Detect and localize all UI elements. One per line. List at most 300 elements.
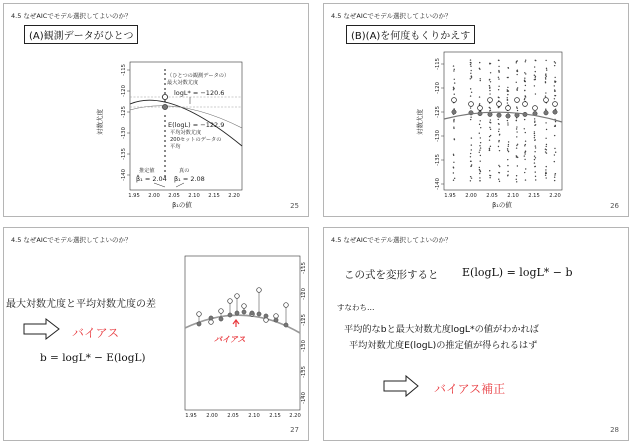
- y-axis-ticks: [121, 64, 130, 181]
- replicate-point: [453, 154, 454, 155]
- replicate-point: [534, 66, 535, 67]
- y-tick-label: -130: [301, 340, 307, 352]
- replicate-point: [454, 138, 455, 139]
- replicate-columns: [452, 59, 558, 182]
- replicate-point: [479, 124, 480, 125]
- replicate-point: [545, 122, 546, 123]
- replicate-point: [498, 97, 499, 98]
- replicate-point: [454, 94, 455, 95]
- max-loglik-marker: [515, 98, 520, 103]
- replicate-point: [489, 93, 490, 94]
- loglik-plot-repeated: [324, 4, 629, 217]
- replicate-point: [516, 179, 517, 180]
- replicate-point: [498, 179, 499, 180]
- replicate-point: [516, 82, 517, 83]
- replicate-point: [546, 129, 547, 130]
- replicate-point: [454, 79, 455, 80]
- replicate-point: [525, 179, 526, 180]
- replicate-point: [524, 155, 525, 156]
- replicate-point: [479, 145, 480, 146]
- replicate-point: [545, 77, 546, 78]
- replicate-point: [508, 90, 509, 91]
- replicate-point: [453, 108, 454, 109]
- replicate-point: [479, 69, 480, 70]
- replicate-point: [516, 136, 517, 137]
- replicate-point: [534, 85, 535, 86]
- replicate-point: [489, 148, 490, 149]
- replicate-point: [545, 96, 546, 97]
- replicate-point: [489, 150, 490, 151]
- replicate-point: [490, 110, 491, 111]
- replicate-point: [535, 176, 536, 177]
- max-loglik-marker: [162, 94, 167, 99]
- replicate-point: [535, 60, 536, 61]
- replicate-point: [516, 145, 517, 146]
- replicate-point: [517, 110, 518, 111]
- replicate-point: [489, 175, 490, 176]
- bias-illustration: [4, 228, 309, 441]
- y-tick-label: -140: [435, 178, 441, 190]
- replicate-point: [555, 152, 556, 153]
- x-axis-ticks: [128, 193, 240, 199]
- replicate-point: [470, 156, 471, 157]
- replicate-point: [525, 132, 526, 133]
- replicate-point: [470, 180, 471, 181]
- replicate-point: [453, 65, 454, 66]
- x-axis-ticks: [444, 193, 561, 199]
- replicate-point: [470, 95, 471, 96]
- replicate-point: [525, 81, 526, 82]
- replicate-point: [516, 126, 517, 127]
- y-axis-ticks: [435, 58, 444, 190]
- replicate-point: [554, 85, 555, 86]
- replicate-point: [517, 144, 518, 145]
- bias-correction-text: バイアス補正: [434, 382, 506, 396]
- replicate-point: [471, 177, 472, 178]
- replicate-point: [546, 76, 547, 77]
- replicate-point: [480, 127, 481, 128]
- max-loglik-marker: [523, 102, 528, 107]
- replicate-point: [524, 72, 525, 73]
- replicate-point: [546, 149, 547, 150]
- replicate-point: [490, 146, 491, 147]
- replicate-point: [555, 62, 556, 63]
- replicate-point: [534, 75, 535, 76]
- replicate-point: [554, 89, 555, 90]
- replicate-point: [453, 70, 454, 71]
- x-axis-label: β₁の値: [492, 201, 512, 209]
- replicate-point: [525, 73, 526, 74]
- replicate-point: [554, 81, 555, 82]
- replicate-point: [454, 178, 455, 179]
- replicate-point: [508, 141, 509, 142]
- replicate-point: [479, 173, 480, 174]
- x-tick-label: 1.95: [128, 193, 140, 199]
- transform-text: この式を変形すると: [344, 269, 439, 281]
- x-tick-label: 1.95: [185, 413, 197, 419]
- slide-title: 4.5 なぜAICでモデル選択してよいのか？: [331, 236, 452, 244]
- replicate-point: [554, 174, 555, 175]
- replicate-point: [516, 156, 517, 157]
- replicate-point: [534, 133, 535, 134]
- replicate-point: [498, 89, 499, 90]
- replicate-point: [555, 121, 556, 122]
- replicate-point: [524, 145, 525, 146]
- replicate-point: [516, 90, 517, 91]
- replicate-point: [524, 172, 525, 173]
- page-number: 28: [610, 426, 619, 434]
- replicate-point: [546, 152, 547, 153]
- x-tick-label: 2.10: [188, 193, 200, 199]
- replicate-point: [470, 88, 471, 89]
- slide-26[interactable]: [323, 3, 629, 217]
- mean-loglik-marker: [553, 110, 557, 114]
- replicate-point: [489, 170, 490, 171]
- replicate-point: [535, 93, 536, 94]
- replicate-point: [535, 147, 536, 148]
- replicate-point: [535, 79, 536, 80]
- y-tick-label: -125: [435, 106, 441, 118]
- replicate-point: [524, 95, 525, 96]
- y-axis-label: 対数尤度: [416, 109, 424, 135]
- x-tick-label: 2.15: [528, 193, 540, 199]
- annotation-text: 真の: [179, 168, 190, 174]
- replicate-point: [471, 144, 472, 145]
- y-tick-label: -120: [301, 288, 307, 300]
- slide-28[interactable]: [323, 227, 629, 441]
- replicate-point: [470, 161, 471, 162]
- replicate-point: [546, 166, 547, 167]
- max-loglik-marker: [478, 106, 483, 111]
- replicate-point: [470, 70, 471, 71]
- observed-data-label: (A)観測データがひとつ: [24, 25, 138, 44]
- replicate-point: [554, 98, 555, 99]
- replicate-point: [498, 128, 499, 129]
- replicate-point: [524, 80, 525, 81]
- replicate-point: [453, 88, 454, 89]
- arrow-graphic: [324, 228, 629, 441]
- page-number: 25: [290, 202, 299, 210]
- replicate-point: [470, 78, 471, 79]
- replicate-point: [489, 140, 490, 141]
- replicate-point: [498, 165, 499, 166]
- replicate-point: [516, 181, 517, 182]
- explanation-line-2: 平均対数尤度E(logL)の推定値が得られるはず: [349, 340, 538, 351]
- replicate-point: [554, 154, 555, 155]
- replicate-point: [489, 136, 490, 137]
- max-loglik-marker: [506, 106, 511, 111]
- replicate-point: [490, 129, 491, 130]
- replicate-point: [554, 91, 555, 92]
- replicate-point: [507, 148, 508, 149]
- replicate-point: [499, 172, 500, 173]
- replicate-point: [507, 159, 508, 160]
- replicate-point: [507, 124, 508, 125]
- slide-title: 4.5 なぜAICでモデル選択してよいのか？: [331, 12, 452, 20]
- replicate-point: [545, 92, 546, 93]
- x-tick-label: 2.20: [549, 193, 561, 199]
- replicate-point: [545, 73, 546, 74]
- max-loglik-marker: [497, 102, 502, 107]
- slide-title: 4.5 なぜAICでモデル選択してよいのか？: [11, 12, 132, 20]
- replicate-point: [524, 153, 525, 154]
- replicate-point: [479, 103, 480, 104]
- replicate-point: [534, 151, 535, 152]
- replicate-point: [535, 145, 536, 146]
- replicate-point: [525, 150, 526, 151]
- sample-points: [164, 69, 166, 177]
- replicate-point: [489, 127, 490, 128]
- replicate-point: [489, 122, 490, 123]
- replicate-point: [516, 175, 517, 176]
- replicate-point: [554, 135, 555, 136]
- replicate-point: [479, 169, 480, 170]
- replicate-point: [534, 120, 535, 121]
- x-tick-label: 2.20: [289, 413, 301, 419]
- replicate-point: [470, 153, 471, 154]
- arrow-icon: [384, 376, 418, 396]
- replicate-point: [525, 144, 526, 145]
- replicate-point: [489, 79, 490, 80]
- mean-loglik-marker: [452, 110, 456, 114]
- replicate-point: [516, 62, 517, 63]
- replicate-point: [545, 151, 546, 152]
- replicate-point: [453, 120, 454, 121]
- mean-loglik-marker: [497, 113, 501, 117]
- y-tick-label: -135: [121, 148, 127, 160]
- replicate-point: [499, 150, 500, 151]
- annotation-text: β̂₁ = 2.04: [136, 175, 167, 183]
- replicate-point: [453, 172, 454, 173]
- replicate-point: [499, 134, 500, 135]
- replicate-point: [554, 61, 555, 62]
- annotation-text: E(logL) = −122.9: [168, 121, 225, 129]
- replicate-point: [471, 76, 472, 77]
- replicate-point: [554, 161, 555, 162]
- replicate-point: [554, 148, 555, 149]
- annotation-text: 200セットのデータの: [170, 137, 222, 143]
- replicate-point: [479, 96, 480, 97]
- y-tick-label: -130: [435, 130, 441, 142]
- y-tick-label: -120: [435, 82, 441, 94]
- replicate-point: [479, 62, 480, 63]
- replicate-point: [490, 72, 491, 73]
- y-tick-label: -125: [121, 106, 127, 118]
- replicate-point: [554, 180, 555, 181]
- replicate-point: [470, 62, 471, 63]
- x-tick-label: 2.00: [465, 193, 477, 199]
- page-number: 26: [610, 202, 619, 210]
- replicate-point: [507, 99, 508, 100]
- replicate-point: [453, 126, 454, 127]
- replicate-point: [498, 146, 499, 147]
- replicate-point: [534, 125, 535, 126]
- replicate-point: [453, 128, 454, 129]
- replicate-point: [454, 69, 455, 70]
- replicate-point: [534, 140, 535, 141]
- replicate-point: [516, 74, 517, 75]
- replicate-point: [555, 173, 556, 174]
- mean-loglik-marker: [506, 114, 510, 118]
- replicate-point: [489, 85, 490, 86]
- replicate-point: [534, 118, 535, 119]
- bias-formula: b = logL* − E(logL): [40, 352, 146, 364]
- replicate-point: [480, 160, 481, 161]
- replicate-point: [480, 142, 481, 143]
- replicate-point: [507, 87, 508, 88]
- annotation-text: logL* = −120.6: [174, 89, 225, 97]
- replicate-point: [454, 82, 455, 83]
- replicate-point: [555, 126, 556, 127]
- max-loglik-marker: [533, 106, 538, 111]
- replicate-point: [517, 60, 518, 61]
- replicate-point: [546, 69, 547, 70]
- replicate-point: [489, 88, 490, 89]
- annotation-text: 平均対数尤度: [170, 130, 202, 136]
- replicate-point: [479, 180, 480, 181]
- replicate-point: [535, 71, 536, 72]
- y-tick-label: -115: [301, 262, 307, 274]
- replicate-point: [499, 166, 500, 167]
- replicate-point: [453, 162, 454, 163]
- replicate-point: [546, 144, 547, 145]
- x-tick-label: 2.05: [227, 413, 239, 419]
- replicate-point: [508, 67, 509, 68]
- replicate-point: [489, 90, 490, 91]
- replicate-point: [535, 171, 536, 172]
- slide-25[interactable]: [3, 3, 309, 217]
- replicate-point: [507, 97, 508, 98]
- replicate-point: [546, 173, 547, 174]
- replicate-point: [525, 141, 526, 142]
- slide-27[interactable]: [3, 227, 309, 441]
- replicate-point: [470, 107, 471, 108]
- x-tick-label: 2.15: [269, 413, 281, 419]
- replicate-point: [471, 165, 472, 166]
- replicate-point: [554, 176, 555, 177]
- max-loglik-marker: [553, 102, 558, 107]
- replicate-point: [545, 138, 546, 139]
- x-tick-label: 2.05: [168, 193, 180, 199]
- replicate-point: [480, 80, 481, 81]
- replicate-point: [498, 119, 499, 120]
- x-tick-label: 2.15: [208, 193, 220, 199]
- replicate-point: [535, 157, 536, 158]
- mean-loglik-marker: [162, 104, 167, 109]
- replicate-point: [545, 109, 546, 110]
- replicate-point: [534, 166, 535, 167]
- replicate-point: [489, 108, 490, 109]
- replicate-point: [490, 81, 491, 82]
- replicate-point: [534, 137, 535, 138]
- replicate-point: [453, 167, 454, 168]
- repeat-label: (B)(A)を何度もくりかえす: [346, 25, 475, 44]
- y-tick-label: -115: [435, 58, 441, 70]
- x-tick-label: 2.10: [507, 193, 519, 199]
- replicate-point: [507, 122, 508, 123]
- replicate-point: [508, 146, 509, 147]
- replicate-point: [498, 141, 499, 142]
- y-tick-label: -135: [301, 366, 307, 378]
- y-tick-label: -120: [121, 85, 127, 97]
- replicate-point: [453, 180, 454, 181]
- replicate-point: [490, 135, 491, 136]
- replicate-point: [479, 149, 480, 150]
- replicate-point: [480, 147, 481, 148]
- annotation-text: 最大対数尤度: [167, 80, 199, 86]
- loglik-plot-single: [4, 4, 309, 217]
- replicate-point: [499, 181, 500, 182]
- replicate-point: [534, 135, 535, 136]
- replicate-point: [507, 171, 508, 172]
- difference-text: 最大対数尤度と平均対数尤度の差: [6, 299, 156, 310]
- replicate-point: [516, 120, 517, 121]
- annotation-text: 推定値: [139, 168, 155, 174]
- replicate-point: [546, 146, 547, 147]
- replicate-point: [534, 159, 535, 160]
- replicate-point: [508, 151, 509, 152]
- replicate-point: [507, 165, 508, 166]
- replicate-point: [517, 71, 518, 72]
- replicate-point: [453, 121, 454, 122]
- replicate-point: [507, 174, 508, 175]
- replicate-point: [525, 61, 526, 62]
- replicate-point: [480, 120, 481, 121]
- replicate-point: [524, 99, 525, 100]
- replicate-point: [498, 60, 499, 61]
- replicate-point: [507, 120, 508, 121]
- replicate-point: [545, 169, 546, 170]
- replicate-point: [516, 147, 517, 148]
- max-loglik-marker: [488, 98, 493, 103]
- replicate-point: [470, 66, 471, 67]
- replicate-point: [545, 82, 546, 83]
- replicate-point: [534, 77, 535, 78]
- x-tick-label: 2.00: [206, 413, 218, 419]
- x-tick-label: 1.95: [444, 193, 456, 199]
- replicate-point: [490, 63, 491, 64]
- replicate-point: [498, 66, 499, 67]
- replicate-point: [554, 95, 555, 96]
- replicate-point: [479, 152, 480, 153]
- replicate-point: [535, 76, 536, 77]
- replicate-point: [470, 117, 471, 118]
- max-loglik-marker: [452, 98, 457, 103]
- replicate-point: [480, 78, 481, 79]
- replicate-point: [545, 175, 546, 176]
- replicate-point: [479, 133, 480, 134]
- replicate-point: [507, 94, 508, 95]
- replicate-point: [545, 60, 546, 61]
- y-tick-label: -115: [121, 64, 127, 76]
- mean-loglik-marker: [544, 111, 548, 115]
- replicate-point: [498, 78, 499, 79]
- explanation-line-1: 平均的なbと最大対数尤度logL*の値がわかれば: [344, 324, 539, 335]
- replicate-point: [516, 128, 517, 129]
- y-axis-label: 対数尤度: [96, 109, 104, 135]
- bias-text: バイアス: [72, 326, 120, 340]
- replicate-point: [479, 177, 480, 178]
- replicate-point: [498, 71, 499, 72]
- x-axis-label: β₁の値: [172, 201, 192, 209]
- replicate-point: [471, 92, 472, 93]
- annotation-text: β₁ = 2.08: [174, 175, 205, 183]
- replicate-point: [534, 162, 535, 163]
- replicate-point: [525, 168, 526, 169]
- replicate-point: [525, 85, 526, 86]
- replicate-point: [470, 176, 471, 177]
- replicate-point: [498, 140, 499, 141]
